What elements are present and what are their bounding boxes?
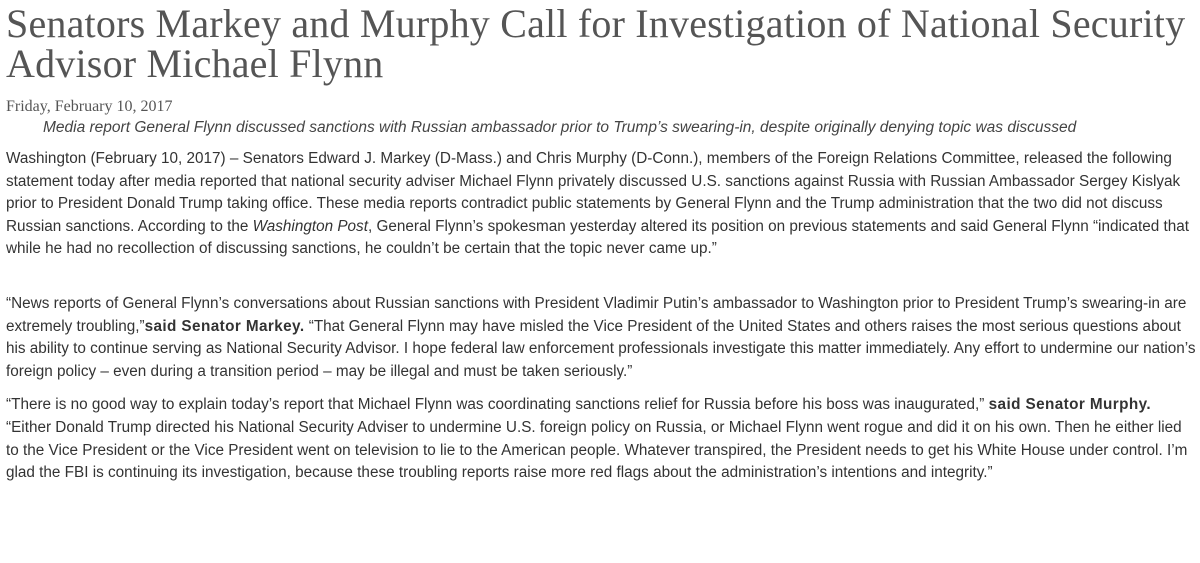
subtitle: Media report General Flynn discussed sanctions with Russian ambassador prior to Trump’s swearing-in, despite originally denying topic was discussed <box>43 119 1077 136</box>
paragraph-intro <box>6 148 1196 261</box>
murphy-attribution: said Senator Murphy. <box>988 396 1152 414</box>
paragraph-intro-text-2: , General Flynn’s spokesman yesterday altered its position on previous statements and said General Flynn “indicated that while he had no recollection of discussing sanctions, he couldn’t be certain that the topic never came up.” <box>6 217 1190 258</box>
publish-date: Friday, February 10, 2017 <box>6 98 173 115</box>
markey-quote-text-1: “News reports of General Flynn’s conversations about Russian sanctions with President Vladimir Putin’s ambassador to Washington prior to President Trump’s swearing-in are extremely troubling,” <box>6 294 1187 335</box>
paragraph-markey-quote <box>6 293 1196 383</box>
markey-quote-text-2: “That General Flynn may have misled the Vice President of the United States and others raises the most serious questions about his ability to continue serving as National Security Advisor. I hope federal law enforcement professionals investigate this matter immediately. Any effort to undermine our nation’s foreign policy – even during a transition period – may be illegal and must be taken seriously.” <box>6 317 1196 380</box>
page-title: Senators Markey and Murphy Call for Investigation of National Security Advisor Michael Flynn <box>6 1 1186 86</box>
paragraph-intro-text-1: Washington (February 10, 2017) – Senators Edward J. Markey (D-Mass.) and Chris Murphy (D-Conn.), members of the Foreign Relations Committee, released the following statement today after media reported that national security adviser Michael Flynn privately discussed U.S. sanctions against Russia with Russian Ambassador Sergey Kislyak prior to President Donald Trump taking office. These media reports contradict public statements by General Flynn and the Trump administration that the two did not discuss Russian sanctions. According to the <box>6 150 1181 235</box>
murphy-quote-text-2: “Either Donald Trump directed his National Security Adviser to undermine U.S. foreign policy on Russia, or Michael Flynn went rogue and did it on his own. Then he either lied to the Vice President or the Vice President went on television to lie to the American people. Whatever transpired, the President needs to get his White House under control. I’m glad the FBI is continuing its investigation, because these troubling reports raise more red flags about the administration’s intentions and integrity.” <box>6 418 1188 482</box>
murphy-quote-text-1: “There is no good way to explain today’s report that Michael Flynn was coordinating sanctions relief for Russia before his boss was inaugurated,” <box>6 396 989 414</box>
press-release <box>6 0 1196 485</box>
paragraph-murphy-quote <box>6 394 1196 484</box>
markey-attribution: said Senator Markey. <box>144 317 305 335</box>
publication-name: Washington Post <box>252 217 368 235</box>
